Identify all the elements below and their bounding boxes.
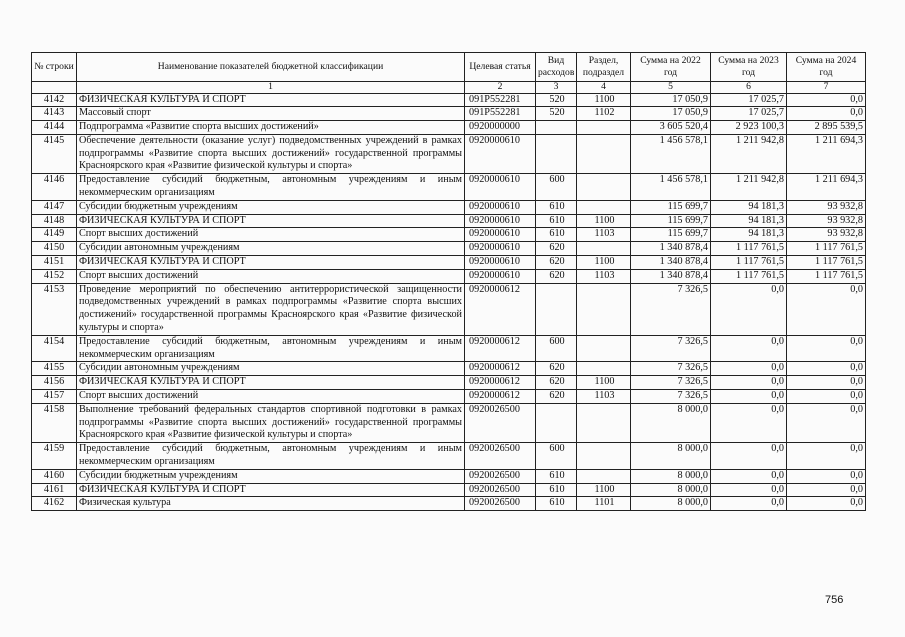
row-number-cell: 4152 xyxy=(32,269,77,283)
target-article-cell: 0920000612 xyxy=(465,283,536,335)
expense-type-cell: 600 xyxy=(536,335,577,362)
sum-2023-cell: 0,0 xyxy=(711,469,787,483)
expense-type-cell: 620 xyxy=(536,390,577,404)
sum-2023-cell: 0,0 xyxy=(711,283,787,335)
table-row xyxy=(32,362,866,376)
target-article-cell: 0920000610 xyxy=(465,134,536,173)
sum-2022-cell: 8 000,0 xyxy=(631,483,711,497)
table-row xyxy=(32,390,866,404)
target-article-cell: 0920000610 xyxy=(465,174,536,201)
table-row xyxy=(32,121,866,135)
sum-2022-cell: 3 605 520,4 xyxy=(631,121,711,135)
row-number-cell: 4155 xyxy=(32,362,77,376)
table-row xyxy=(32,469,866,483)
expense-type-cell: 620 xyxy=(536,362,577,376)
row-number-cell: 4149 xyxy=(32,228,77,242)
target-article-cell: 0920000610 xyxy=(465,256,536,270)
expense-type-cell xyxy=(536,121,577,135)
indicator-name-cell: Предоставление субсидий бюджетным, автономным учреждениям и иным некоммерческим организациям xyxy=(77,443,465,470)
indicator-name-cell: Обеспечение деятельности (оказание услуг) подведомственных учреждений в рамках подпрограммы «Развитие спорта высших достижений» государственной программы Красноярского края «Развитие физической культуры и спорта» xyxy=(77,134,465,173)
column-number: 5 xyxy=(631,82,711,94)
table-row xyxy=(32,283,866,335)
expense-type-cell: 610 xyxy=(536,469,577,483)
sum-2024-cell: 2 895 539,5 xyxy=(787,121,866,135)
sum-2024-cell: 1 211 694,3 xyxy=(787,174,866,201)
indicator-name-cell: ФИЗИЧЕСКАЯ КУЛЬТУРА И СПОРТ xyxy=(77,93,465,107)
expense-type-cell: 600 xyxy=(536,174,577,201)
sum-2022-cell: 7 326,5 xyxy=(631,390,711,404)
row-number-cell: 4153 xyxy=(32,283,77,335)
section-cell: 1100 xyxy=(577,214,631,228)
column-number: 2 xyxy=(465,82,536,94)
sum-2022-cell: 8 000,0 xyxy=(631,469,711,483)
header-sum-2024: Сумма на 2024 год xyxy=(787,53,866,82)
table-row xyxy=(32,483,866,497)
sum-2023-cell: 17 025,7 xyxy=(711,93,787,107)
row-number-cell: 4147 xyxy=(32,200,77,214)
row-number-cell: 4146 xyxy=(32,174,77,201)
expense-type-cell: 610 xyxy=(536,200,577,214)
sum-2023-cell: 0,0 xyxy=(711,390,787,404)
column-number xyxy=(32,82,77,94)
sum-2024-cell: 1 117 761,5 xyxy=(787,256,866,270)
target-article-cell: 0920026500 xyxy=(465,403,536,442)
row-number-cell: 4145 xyxy=(32,134,77,173)
section-cell: 1100 xyxy=(577,483,631,497)
table-row xyxy=(32,134,866,173)
section-cell xyxy=(577,242,631,256)
expense-type-cell: 600 xyxy=(536,443,577,470)
sum-2022-cell: 1 456 578,1 xyxy=(631,134,711,173)
expense-type-cell: 620 xyxy=(536,269,577,283)
section-cell: 1100 xyxy=(577,256,631,270)
sum-2022-cell: 7 326,5 xyxy=(631,335,711,362)
sum-2024-cell: 0,0 xyxy=(787,335,866,362)
indicator-name-cell: ФИЗИЧЕСКАЯ КУЛЬТУРА И СПОРТ xyxy=(77,256,465,270)
row-number-cell: 4161 xyxy=(32,483,77,497)
budget-table xyxy=(31,52,866,511)
indicator-name-cell: Физическая культура xyxy=(77,497,465,511)
sum-2023-cell: 1 211 942,8 xyxy=(711,174,787,201)
sum-2024-cell: 1 211 694,3 xyxy=(787,134,866,173)
column-number: 4 xyxy=(577,82,631,94)
section-cell xyxy=(577,335,631,362)
row-number-cell: 4143 xyxy=(32,107,77,121)
table-row xyxy=(32,497,866,511)
target-article-cell: 0920026500 xyxy=(465,483,536,497)
sum-2022-cell: 8 000,0 xyxy=(631,497,711,511)
expense-type-cell: 520 xyxy=(536,107,577,121)
sum-2023-cell: 0,0 xyxy=(711,362,787,376)
row-number-cell: 4142 xyxy=(32,93,77,107)
target-article-cell: 0920000612 xyxy=(465,376,536,390)
expense-type-cell xyxy=(536,283,577,335)
sum-2024-cell: 1 117 761,5 xyxy=(787,242,866,256)
indicator-name-cell: Субсидии автономным учреждениям xyxy=(77,362,465,376)
table-row xyxy=(32,403,866,442)
indicator-name-cell: Субсидии автономным учреждениям xyxy=(77,242,465,256)
column-number: 3 xyxy=(536,82,577,94)
sum-2023-cell: 1 117 761,5 xyxy=(711,269,787,283)
expense-type-cell: 620 xyxy=(536,376,577,390)
sum-2022-cell: 115 699,7 xyxy=(631,200,711,214)
indicator-name-cell: Проведение мероприятий по обеспечению антитеррористической защищенности подведомственных учреждений в рамках подпрограммы «Развитие спорта высших достижений» государственной программы Красноярского края «Развитие физической культуры и спорта» xyxy=(77,283,465,335)
target-article-cell: 0920026500 xyxy=(465,443,536,470)
section-cell: 1103 xyxy=(577,269,631,283)
table-row xyxy=(32,93,866,107)
section-cell: 1100 xyxy=(577,93,631,107)
row-number-cell: 4148 xyxy=(32,214,77,228)
sum-2022-cell: 1 340 878,4 xyxy=(631,269,711,283)
sum-2022-cell: 1 456 578,1 xyxy=(631,174,711,201)
indicator-name-cell: Субсидии бюджетным учреждениям xyxy=(77,469,465,483)
sum-2023-cell: 0,0 xyxy=(711,443,787,470)
sum-2022-cell: 7 326,5 xyxy=(631,362,711,376)
table-row xyxy=(32,269,866,283)
table-row xyxy=(32,107,866,121)
expense-type-cell: 610 xyxy=(536,497,577,511)
indicator-name-cell: Субсидии бюджетным учреждениям xyxy=(77,200,465,214)
header-sum-2023: Сумма на 2023 год xyxy=(711,53,787,82)
sum-2023-cell: 0,0 xyxy=(711,376,787,390)
sum-2022-cell: 1 340 878,4 xyxy=(631,242,711,256)
sum-2024-cell: 0,0 xyxy=(787,497,866,511)
header-sum-2022: Сумма на 2022 год xyxy=(631,53,711,82)
section-cell: 1102 xyxy=(577,107,631,121)
table-body xyxy=(32,93,866,511)
sum-2022-cell: 7 326,5 xyxy=(631,283,711,335)
sum-2023-cell: 94 181,3 xyxy=(711,214,787,228)
table-row xyxy=(32,214,866,228)
section-cell xyxy=(577,121,631,135)
sum-2023-cell: 0,0 xyxy=(711,335,787,362)
table-row xyxy=(32,228,866,242)
target-article-cell: 0920000610 xyxy=(465,200,536,214)
sum-2024-cell: 0,0 xyxy=(787,403,866,442)
sum-2024-cell: 0,0 xyxy=(787,107,866,121)
indicator-name-cell: Предоставление субсидий бюджетным, автономным учреждениям и иным некоммерческим организациям xyxy=(77,174,465,201)
section-cell: 1103 xyxy=(577,390,631,404)
section-cell: 1100 xyxy=(577,376,631,390)
target-article-cell: 0920000610 xyxy=(465,228,536,242)
sum-2022-cell: 17 050,9 xyxy=(631,93,711,107)
sum-2023-cell: 1 211 942,8 xyxy=(711,134,787,173)
table-row xyxy=(32,200,866,214)
sum-2022-cell: 7 326,5 xyxy=(631,376,711,390)
expense-type-cell xyxy=(536,134,577,173)
row-number-cell: 4154 xyxy=(32,335,77,362)
sum-2024-cell: 93 932,8 xyxy=(787,214,866,228)
section-cell xyxy=(577,283,631,335)
header-target-article: Целевая статья xyxy=(465,53,536,82)
section-cell xyxy=(577,469,631,483)
header-indicator-name: Наименование показателей бюджетной классификации xyxy=(77,53,465,82)
sum-2024-cell: 0,0 xyxy=(787,93,866,107)
section-cell xyxy=(577,174,631,201)
header-row-number: № строки xyxy=(32,53,77,82)
target-article-cell: 091P552281 xyxy=(465,107,536,121)
row-number-cell: 4156 xyxy=(32,376,77,390)
sum-2023-cell: 94 181,3 xyxy=(711,200,787,214)
sum-2024-cell: 0,0 xyxy=(787,443,866,470)
table-row xyxy=(32,242,866,256)
section-cell: 1103 xyxy=(577,228,631,242)
section-cell xyxy=(577,443,631,470)
page-number: 756 xyxy=(825,594,844,606)
indicator-name-cell: Спорт высших достижений xyxy=(77,269,465,283)
section-cell xyxy=(577,403,631,442)
row-number-cell: 4158 xyxy=(32,403,77,442)
target-article-cell: 0920000610 xyxy=(465,269,536,283)
target-article-cell: 0920000000 xyxy=(465,121,536,135)
section-cell xyxy=(577,362,631,376)
target-article-cell: 0920000612 xyxy=(465,335,536,362)
row-number-cell: 4157 xyxy=(32,390,77,404)
sum-2024-cell: 0,0 xyxy=(787,390,866,404)
expense-type-cell: 520 xyxy=(536,93,577,107)
target-article-cell: 0920000612 xyxy=(465,390,536,404)
expense-type-cell xyxy=(536,403,577,442)
table-row xyxy=(32,174,866,201)
row-number-cell: 4150 xyxy=(32,242,77,256)
sum-2024-cell: 0,0 xyxy=(787,483,866,497)
indicator-name-cell: Предоставление субсидий бюджетным, автономным учреждениям и иным некоммерческим организациям xyxy=(77,335,465,362)
sum-2023-cell: 1 117 761,5 xyxy=(711,256,787,270)
sum-2023-cell: 2 923 100,3 xyxy=(711,121,787,135)
target-article-cell: 0920000610 xyxy=(465,242,536,256)
sum-2023-cell: 17 025,7 xyxy=(711,107,787,121)
target-article-cell: 0920026500 xyxy=(465,469,536,483)
indicator-name-cell: ФИЗИЧЕСКАЯ КУЛЬТУРА И СПОРТ xyxy=(77,483,465,497)
target-article-cell: 0920000612 xyxy=(465,362,536,376)
indicator-name-cell: Массовый спорт xyxy=(77,107,465,121)
sum-2023-cell: 1 117 761,5 xyxy=(711,242,787,256)
column-number: 1 xyxy=(77,82,465,94)
section-cell xyxy=(577,134,631,173)
sum-2024-cell: 93 932,8 xyxy=(787,228,866,242)
table-row xyxy=(32,443,866,470)
target-article-cell: 0920026500 xyxy=(465,497,536,511)
sum-2024-cell: 1 117 761,5 xyxy=(787,269,866,283)
sum-2022-cell: 1 340 878,4 xyxy=(631,256,711,270)
table-row xyxy=(32,256,866,270)
target-article-cell: 091P552281 xyxy=(465,93,536,107)
column-number-row xyxy=(32,82,866,94)
sum-2022-cell: 115 699,7 xyxy=(631,228,711,242)
indicator-name-cell: Подпрограмма «Развитие спорта высших достижений» xyxy=(77,121,465,135)
section-cell xyxy=(577,200,631,214)
sum-2022-cell: 115 699,7 xyxy=(631,214,711,228)
row-number-cell: 4160 xyxy=(32,469,77,483)
table-row xyxy=(32,376,866,390)
sum-2023-cell: 0,0 xyxy=(711,483,787,497)
expense-type-cell: 620 xyxy=(536,242,577,256)
header-expense-type: Вид расходов xyxy=(536,53,577,82)
sum-2024-cell: 93 932,8 xyxy=(787,200,866,214)
row-number-cell: 4162 xyxy=(32,497,77,511)
sum-2024-cell: 0,0 xyxy=(787,283,866,335)
row-number-cell: 4159 xyxy=(32,443,77,470)
row-number-cell: 4144 xyxy=(32,121,77,135)
table-row xyxy=(32,335,866,362)
indicator-name-cell: Спорт высших достижений xyxy=(77,228,465,242)
expense-type-cell: 610 xyxy=(536,483,577,497)
column-number: 6 xyxy=(711,82,787,94)
sum-2023-cell: 0,0 xyxy=(711,497,787,511)
sum-2022-cell: 8 000,0 xyxy=(631,403,711,442)
section-cell: 1101 xyxy=(577,497,631,511)
indicator-name-cell: ФИЗИЧЕСКАЯ КУЛЬТУРА И СПОРТ xyxy=(77,376,465,390)
expense-type-cell: 610 xyxy=(536,214,577,228)
expense-type-cell: 620 xyxy=(536,256,577,270)
indicator-name-cell: Выполнение требований федеральных стандартов спортивной подготовки в рамках подпрограммы «Развитие спорта высших достижений» государственной программы Красноярского края «Развитие физической культуры и спорта» xyxy=(77,403,465,442)
sum-2024-cell: 0,0 xyxy=(787,376,866,390)
column-number: 7 xyxy=(787,82,866,94)
header-row xyxy=(32,53,866,82)
row-number-cell: 4151 xyxy=(32,256,77,270)
sum-2022-cell: 17 050,9 xyxy=(631,107,711,121)
indicator-name-cell: Спорт высших достижений xyxy=(77,390,465,404)
sum-2024-cell: 0,0 xyxy=(787,469,866,483)
expense-type-cell: 610 xyxy=(536,228,577,242)
indicator-name-cell: ФИЗИЧЕСКАЯ КУЛЬТУРА И СПОРТ xyxy=(77,214,465,228)
sum-2023-cell: 0,0 xyxy=(711,403,787,442)
sum-2024-cell: 0,0 xyxy=(787,362,866,376)
target-article-cell: 0920000610 xyxy=(465,214,536,228)
sum-2023-cell: 94 181,3 xyxy=(711,228,787,242)
sum-2022-cell: 8 000,0 xyxy=(631,443,711,470)
header-section: Раздел, подраздел xyxy=(577,53,631,82)
